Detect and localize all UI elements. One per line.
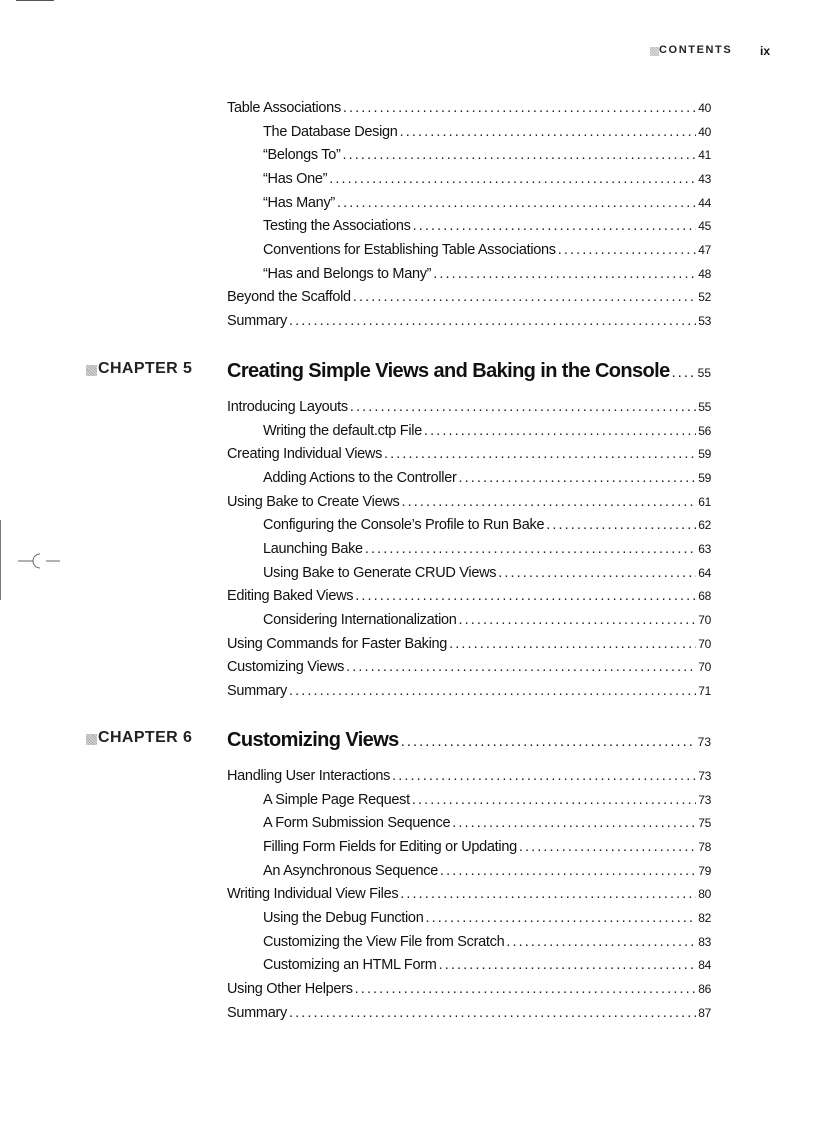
toc-entry-title: Summary xyxy=(227,682,287,699)
toc-entry-title: Customizing an HTML Form xyxy=(263,957,437,974)
toc-entry xyxy=(263,563,711,583)
toc-entry-page-number: 47 xyxy=(698,242,711,257)
toc-entry-title: Beyond the Scaffold xyxy=(227,289,351,306)
toc-entry xyxy=(227,681,711,701)
toc-entry-title: Writing Individual View Files xyxy=(227,886,399,903)
toc-entry-title: Table Associations xyxy=(227,100,341,116)
toc-entry-page-number: 43 xyxy=(698,171,711,186)
running-head-page-number: ix xyxy=(760,44,771,58)
toc-entry-title: Using the Debug Function xyxy=(263,909,424,926)
toc-entry-page-number: 82 xyxy=(698,910,711,925)
dot-leader xyxy=(439,955,697,975)
toc-entry xyxy=(263,122,711,142)
toc-entry-title: “Has Many” xyxy=(263,194,335,211)
toc-entry-page-number: 84 xyxy=(698,958,711,973)
chapter-label: CHAPTER 5 xyxy=(98,360,193,377)
toc-entry-page-number: 48 xyxy=(698,266,711,281)
toc-entry-title: Adding Actions to the Controller xyxy=(263,469,457,486)
crop-mark-top xyxy=(16,0,54,1)
toc-entry-page-number: 40 xyxy=(698,124,711,139)
chapter-page-number: 55 xyxy=(697,366,711,380)
toc-entry-page-number: 61 xyxy=(698,494,711,509)
dot-leader xyxy=(289,311,696,331)
toc-entry-page-number: 59 xyxy=(698,470,711,485)
running-head xyxy=(640,44,780,60)
toc-entry xyxy=(263,813,711,833)
dot-leader xyxy=(337,193,696,213)
dot-leader xyxy=(343,98,696,118)
dot-leader xyxy=(558,240,697,260)
toc-entry xyxy=(263,610,711,630)
toc-entry-title: The Database Design xyxy=(263,123,398,140)
dot-leader xyxy=(289,1003,696,1023)
toc-entry-page-number: 62 xyxy=(698,518,711,533)
chapter-heading-6 xyxy=(86,726,711,754)
dot-leader xyxy=(452,813,696,833)
dot-leader xyxy=(519,837,696,857)
dot-leader xyxy=(346,657,696,677)
dot-leader xyxy=(498,563,696,583)
toc-entry-title: Configuring the Console’s Profile to Run Bake xyxy=(263,517,545,534)
toc-entry-title: Writing the default.ctp File xyxy=(263,422,422,439)
toc-entry-page-number: 45 xyxy=(698,219,711,234)
toc-entry-page-number: 86 xyxy=(698,981,711,996)
crop-mark-left xyxy=(0,520,1,600)
toc-entry xyxy=(227,634,711,654)
dot-leader xyxy=(400,884,696,904)
toc-entry-title: Creating Individual Views xyxy=(227,446,383,463)
toc-entry xyxy=(227,492,711,512)
dot-leader xyxy=(433,264,696,284)
toc-entry-page-number: 70 xyxy=(698,612,711,627)
toc-entry-page-number: 56 xyxy=(698,423,711,438)
toc-entry-page-number: 59 xyxy=(698,447,711,462)
toc-entry-page-number: 41 xyxy=(698,148,711,163)
toc-entry xyxy=(263,264,711,284)
toc-entry-title: Summary xyxy=(227,1004,287,1021)
toc-entry-title: Using Bake to Generate CRUD Views xyxy=(263,564,497,581)
toc-entry-title: Using Bake to Create Views xyxy=(227,493,400,510)
chapter-title: Customizing Views xyxy=(227,729,399,751)
toc-entry-title: Testing the Associations xyxy=(263,218,411,235)
toc-entry xyxy=(227,979,711,999)
toc-entry-page-number: 70 xyxy=(698,636,711,651)
dot-leader xyxy=(672,365,696,381)
toc-entry-page-number: 63 xyxy=(698,541,711,556)
toc-entry xyxy=(263,515,711,535)
dot-leader xyxy=(413,216,697,236)
toc-entry-title: “Has and Belongs to Many” xyxy=(263,265,432,282)
toc-entry xyxy=(263,790,711,810)
toc-entry-title: Editing Baked Views xyxy=(227,588,354,605)
toc-entry-title: Introducing Layouts xyxy=(227,399,348,415)
toc-entry xyxy=(227,444,711,464)
toc-entry-page-number: 73 xyxy=(698,769,711,783)
toc-entry-title: Handling User Interactions xyxy=(227,768,391,784)
dot-leader xyxy=(459,468,697,488)
chapter-marker xyxy=(86,734,97,745)
dot-leader xyxy=(449,634,696,654)
toc-entry xyxy=(263,908,711,928)
dot-leader xyxy=(506,932,696,952)
toc-entry-title: Summary xyxy=(227,312,287,329)
dot-leader xyxy=(400,122,697,142)
dot-leader xyxy=(546,515,696,535)
dot-leader xyxy=(355,586,696,606)
toc-entry-title: An Asynchronous Sequence xyxy=(263,862,438,879)
chapter-heading-5 xyxy=(86,357,711,385)
toc-entry xyxy=(227,98,711,118)
dot-leader xyxy=(343,145,697,165)
toc-entry-page-number: 40 xyxy=(698,101,711,115)
toc-entry-page-number: 44 xyxy=(698,195,711,210)
toc-entry-title: Conventions for Establishing Table Associations xyxy=(263,241,556,258)
toc-entry-page-number: 78 xyxy=(698,839,711,854)
toc-entry-page-number: 73 xyxy=(698,792,711,807)
toc-entry xyxy=(227,766,711,786)
toc-entry xyxy=(227,287,711,307)
toc-entry-page-number: 87 xyxy=(698,1005,711,1020)
toc-entry-title: Considering Internationalization xyxy=(263,611,457,628)
toc-entry-page-number: 75 xyxy=(698,816,711,831)
chapter-page-number: 73 xyxy=(697,735,711,749)
dot-leader xyxy=(424,421,696,441)
toc-entry xyxy=(227,657,711,677)
toc-entry xyxy=(263,955,711,975)
running-head-label: CONTENTS xyxy=(659,44,733,56)
toc-entry xyxy=(263,216,711,236)
dot-leader xyxy=(365,539,696,559)
toc-entry xyxy=(263,193,711,213)
toc-entry-page-number: 71 xyxy=(698,683,711,698)
toc-entry xyxy=(263,539,711,559)
dot-leader xyxy=(392,766,696,786)
dot-leader xyxy=(289,681,696,701)
dot-leader xyxy=(384,444,696,464)
dot-leader xyxy=(425,908,696,928)
dot-leader xyxy=(355,979,697,999)
toc-entry xyxy=(227,1003,711,1023)
dot-leader xyxy=(459,610,697,630)
toc-entry xyxy=(263,932,711,952)
toc-entry xyxy=(263,421,711,441)
registration-mark-icon xyxy=(18,549,62,573)
toc-entry xyxy=(263,468,711,488)
toc-entry-title: Using Other Helpers xyxy=(227,980,353,997)
toc-entry xyxy=(227,311,711,331)
toc-entry-title: Filling Form Fields for Editing or Updating xyxy=(263,838,517,855)
dot-leader xyxy=(350,397,696,417)
toc-entry-title: A Simple Page Request xyxy=(263,791,410,808)
dot-leader xyxy=(401,492,696,512)
toc-entry-title: A Form Submission Sequence xyxy=(263,815,451,832)
toc-entry xyxy=(263,837,711,857)
toc-entry xyxy=(227,397,711,417)
toc-entry-title: “Belongs To” xyxy=(263,147,341,164)
toc-entry-title: Using Commands for Faster Baking xyxy=(227,635,448,652)
toc-entry-page-number: 68 xyxy=(698,589,711,604)
dot-leader xyxy=(440,861,696,881)
toc-entry xyxy=(227,586,711,606)
toc-entry-title: Customizing Views xyxy=(227,659,345,676)
chapter-label: CHAPTER 6 xyxy=(98,729,193,746)
chapter-marker xyxy=(86,365,97,376)
toc-entry-page-number: 53 xyxy=(698,313,711,328)
toc-entry-page-number: 52 xyxy=(698,290,711,305)
toc-entry xyxy=(263,169,711,189)
toc-entry xyxy=(263,145,711,165)
toc-entry-title: Customizing the View File from Scratch xyxy=(263,933,505,950)
toc-entry-title: Launching Bake xyxy=(263,540,363,557)
toc-entry-page-number: 79 xyxy=(698,863,711,878)
toc-entry-page-number: 70 xyxy=(698,660,711,675)
toc-entry-page-number: 80 xyxy=(698,887,711,902)
toc-entry xyxy=(263,240,711,260)
dot-leader xyxy=(329,169,696,189)
toc-entry-title: “Has One” xyxy=(263,170,328,187)
toc-entry-page-number: 83 xyxy=(698,934,711,949)
dot-leader xyxy=(412,790,696,810)
toc-entry xyxy=(227,884,711,904)
toc-entry xyxy=(263,861,711,881)
dot-leader xyxy=(353,287,696,307)
toc-entry-page-number: 64 xyxy=(698,565,711,580)
toc-entry-page-number: 55 xyxy=(698,400,711,414)
dot-leader xyxy=(401,734,696,750)
chapter-title: Creating Simple Views and Baking in the Console xyxy=(227,360,670,382)
running-head-marker xyxy=(650,47,659,56)
